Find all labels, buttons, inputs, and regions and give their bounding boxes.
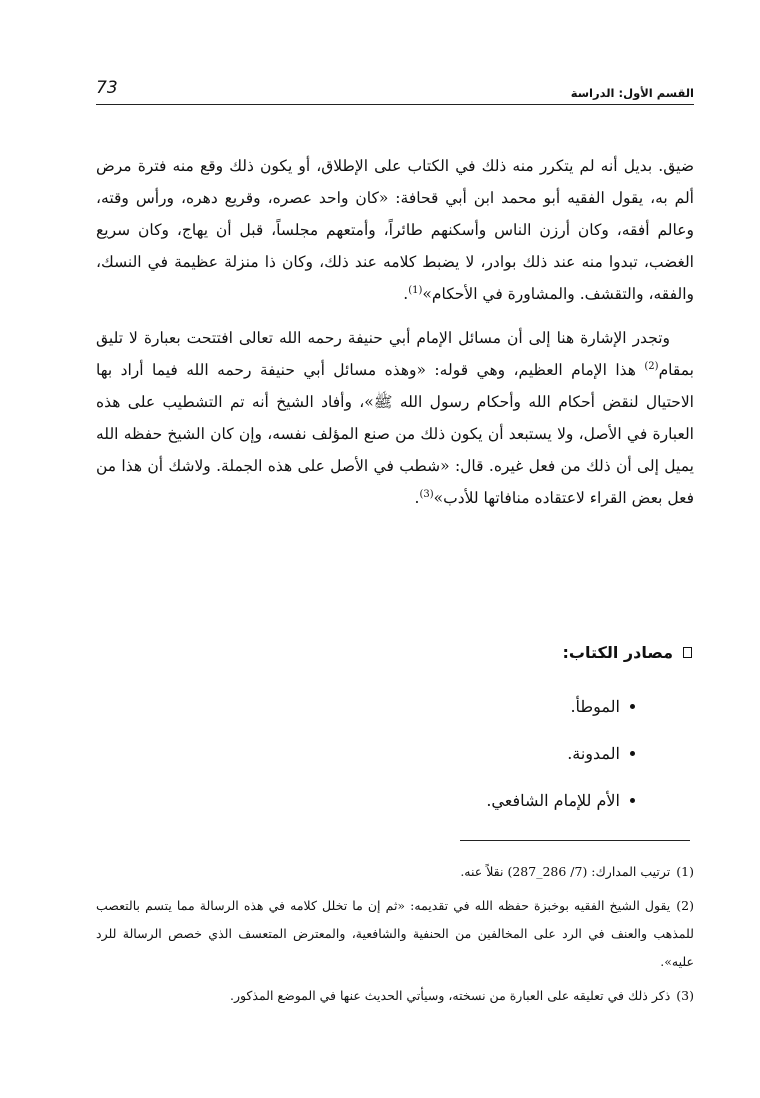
footnote-ref-3: (3) — [419, 488, 434, 500]
sources-list — [486, 683, 635, 824]
bullet-icon — [630, 704, 635, 709]
sources-heading-text: مصادر الكتاب: — [562, 643, 673, 662]
page-number: 73 — [96, 78, 118, 98]
header-divider — [96, 104, 694, 105]
paragraph-2-text-b: هذا الإمام العظيم، وهي قوله: «وهذه مسائل أبي حنيفة رحمه الله فيما أراد بها الاحتيال لنقض أحكام الله وأحكام رسول الله ﷺ»، وأفاد الشيخ أنه تم التشطيب على هذه العبارة في الأصل، ولا يستبعد أن يكون ذلك من صنع المؤلف نفسه، وإن كان الشيخ حفظه الله يميل إلى أن ذلك من فعل غيره. قال: «شطب في الأصل على هذه الجملة. ولاشك أن هذا من فعل بعض القراء لاعتقاده منافاتها للأدب» — [96, 361, 694, 507]
paragraph-2 — [96, 322, 694, 514]
list-item — [486, 730, 635, 777]
footnote-number: (3) — [676, 988, 694, 1003]
footnote-divider — [460, 840, 690, 841]
footnote-text: ذكر ذلك في تعليقه على العبارة من نسخته، وسيأتي الحديث عنها في الموضع المذكور. — [229, 988, 671, 1003]
sources-heading — [563, 643, 692, 662]
list-item-label: المدونة. — [567, 744, 620, 763]
footnote-number: (1) — [676, 864, 694, 879]
footnote-ref-1: (1) — [408, 284, 423, 296]
paragraph-2-end: . — [414, 489, 420, 507]
paragraph-2-text-a: وتجدر الإشارة هنا إلى أن مسائل الإمام أبي حنيفة رحمه الله تعالى افتتحت بعبارة لا تليق بمقام — [96, 329, 694, 379]
paragraph-1-end: . — [403, 285, 409, 303]
paragraph-1 — [96, 150, 694, 310]
footnote — [96, 892, 694, 976]
main-text — [96, 150, 694, 514]
footnote — [96, 858, 694, 886]
paragraph-1-text: ضيق. بديل أنه لم يتكرر منه ذلك في الكتاب على الإطلاق، أو يكون ذلك وقع منه فترة مرض ألم به، يقول الفقيه أبو محمد ابن أبي قحافة: «كان واحد عصره، وقريع دهره، ورأس وقته، وعالم أفقه، وكان أرزن الناس وأسكنهم طائراً، وأمتعهم مجلساً، قبل أن يهاج، وكان سريع الغضب، تبدوا منه عند ذلك بوادر، لا يضبط كلامه عند ذلك، وكان ذا منزلة عظيمة في النسك، والفقه، والتقشف. والمشاورة في الأحكام» — [96, 157, 694, 303]
list-item-label: الموطأ. — [570, 697, 620, 716]
footnote-ref-2: (2) — [644, 360, 659, 372]
bullet-icon — [630, 751, 635, 756]
list-item — [486, 777, 635, 824]
square-bullet-icon — [683, 647, 692, 658]
footnote-text: ترتيب المدارك: (7/ 286_287) نقلاً عنه. — [460, 864, 671, 879]
page-header — [96, 78, 694, 104]
footnote-number: (2) — [676, 898, 694, 913]
bullet-icon — [630, 798, 635, 803]
footnote-text: يقول الشيخ الفقيه بوخبزة حفظه الله في تقديمه: «ثم إن ما تخلل كلامه في هذه الرسالة مما يتسم بالتعصب للمذهب والعنف في الرد على المخالفين من الحنفية والشافعية، والمعترض المتعسف الذي خصص الرسالة للرد عليه». — [96, 898, 694, 969]
list-item — [486, 683, 635, 730]
running-title: القسم الأول: الدراسة — [570, 86, 694, 100]
footnotes — [96, 858, 694, 1010]
footnote — [96, 982, 694, 1010]
list-item-label: الأم للإمام الشافعي. — [486, 791, 620, 810]
